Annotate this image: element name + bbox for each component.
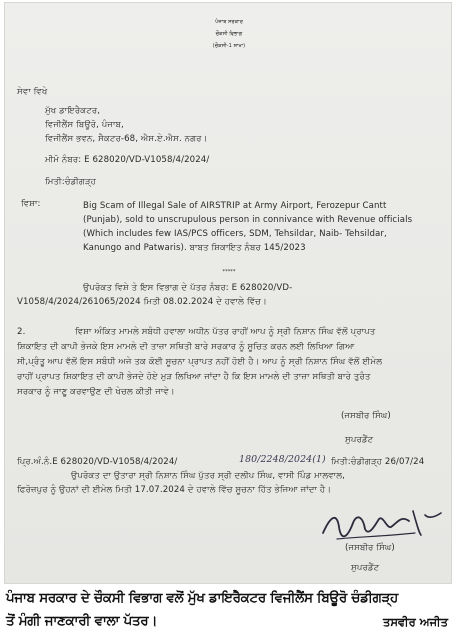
memo-date: ਮਿਤੀ:ਚੰਡੀਗੜ੍ਹ bbox=[45, 177, 97, 187]
subject-line: (Punjab), sold to unscrupulous person in connivance with Revenue officials bbox=[83, 215, 413, 225]
reference-line: V1058/4/2024/261065/2024 ਮਿਤੀ 08.02.2024 ਦੇ ਹਵਾਲੇ ਵਿੱਚ। bbox=[17, 297, 267, 307]
recipient-line3: ਵਿਜੀਲੈਂਸ ਭਵਨ, ਸੈਕਟਰ-68, ਐਸ.ਏ.ਐਸ. ਨਗਰ। bbox=[45, 134, 208, 144]
subject-line: (Which includes few IAS/PCS officers, SDM, Tehsildar, Naib- Tehsildar, bbox=[83, 229, 387, 239]
memo-number: ਮੀਮੋ ਨੰਬਰ: E 628020/VD-V1058/4/2024/ bbox=[45, 155, 210, 165]
letter-header-line1: ਪੰਜਾਬ ਸਰਕਾਰ bbox=[215, 19, 243, 25]
subject-label: ਵਿਸ਼ਾ: bbox=[21, 199, 41, 209]
signatory-title: ਸੁਪਰਡੈਂਟ bbox=[345, 435, 374, 445]
body-line: ਸੀ,ਪ੍ਰੰਤੂ ਆਪ ਵੱਲੋਂ ਇਸ ਸਬੰਧੀ ਅਜੇ ਤਕ ਕੋਈ ਸੂਚਨਾ ਪ੍ਰਾਪਤ ਨਹੀਂ ਹੋਈ ਹੈ। ਆਪ ਨੂੰ ਸ੍ਰੀ ਨਿਸ਼ਾਨ ਸਿੰਘ ਵੱਲੋਂ ਈਮੇਲ bbox=[17, 357, 383, 367]
subject-line: Kanungo and Patwaris). ਬਾਬਤ ਸ਼ਿਕਾਇਤ ਨੰਬਰ 145/2023 bbox=[83, 243, 306, 253]
subject-line: Big Scam of Illegal Sale of AIRSTRIP at Army Airport, Ferozepur Cantt bbox=[83, 201, 387, 211]
body-line: ਰਾਹੀਂ ਪ੍ਰਾਪਤ ਸ਼ਿਕਾਇਤ ਦੀ ਕਾਪੀ ਭੇਜਦੇ ਹੋਏ ਮੁੜ ਲਿਖਿਆ ਜਾਂਦਾ ਹੈ ਕਿ ਇਸ ਮਾਮਲੇ ਦੀ ਤਾਜ਼ਾ ਸਥਿਤੀ ਬਾਰੇ ਤੁਰੰਤ bbox=[17, 372, 371, 382]
paragraph-number: 2. bbox=[17, 327, 26, 337]
handwritten-dispatch-number: 180/2248/2024(1) bbox=[239, 454, 326, 465]
signatory-name: (ਜਸਬੀਰ ਸਿੰਘ) bbox=[341, 411, 391, 421]
caption-line2: ਤੋਂ ਮੰਗੀ ਜਾਣਕਾਰੀ ਵਾਲਾ ਪੱਤਰ। bbox=[6, 614, 158, 629]
copy-line: ਉਪਰੋਕਤ ਦਾ ਉਤਾਰਾ ਸ੍ਰੀ ਨਿਸ਼ਾਨ ਸਿੰਘ ਪੁੱਤਰ ਸ੍ਰੀ ਦਲੀਪ ਸਿੰਘ, ਵਾਸੀ ਪਿੰਡ ਮਾਲਵਾਲ, bbox=[71, 471, 345, 481]
recipient-line2: ਵਿਜੀਲੈਂਸ ਬਿਊਰੋ, ਪੰਜਾਬ, bbox=[45, 120, 124, 130]
letter-header-line3: (ਚੌਕਸੀ-1 ਸ਼ਾਖਾ) bbox=[212, 43, 246, 49]
caption-line1: ਪੰਜਾਬ ਸਰਕਾਰ ਦੇ ਚੌਕਸੀ ਵਿਭਾਗ ਵਲੋਂ ਮੁੱਖ ਡਾਇਰੈਕਟਰ ਵਿਜੀਲੈਂਸ ਬਿਊਰੋ ਚੰਡੀਗੜ੍ਹ bbox=[6, 591, 399, 606]
photo-credit: ਤਸਵੀਰ ਅਜੀਤ bbox=[382, 615, 448, 629]
endorsement-number: ਪ੍ਰਿ.ਅੰ.ਨੰ.E 628020/VD-V1058/4/2024/ bbox=[17, 457, 178, 467]
letter-header-line2: ਚੌਕਸੀ ਵਿਭਾਗ bbox=[215, 31, 243, 37]
copy-line: ਫਿਰੋਜ਼ਪੁਰ ਨੂੰ ਉਹਨਾਂ ਦੀ ਈਮੇਲ ਮਿਤੀ 17.07.2024 ਦੇ ਹਵਾਲੇ ਵਿੱਚ ਸੂਚਨਾ ਹਿੱਤ ਭੇਜਿਆ ਜਾਂਦਾ ਹੈ। bbox=[17, 485, 332, 495]
salutation: ਸੇਵਾ ਵਿਖੇ bbox=[17, 87, 48, 97]
reference-line: ਉਪਰੋਕਤ ਵਿਸ਼ੇ ਤੇ ਇਸ ਵਿਭਾਗ ਦੇ ਪੱਤਰ ਨੰਬਰ: E 628020/VD- bbox=[83, 283, 293, 293]
signatory-title: ਸੁਪਰਡੈਂਟ bbox=[351, 563, 380, 573]
news-caption bbox=[0, 588, 456, 644]
body-line: ਸਰਕਾਰ ਨੂੰ ਜਾਣੂ ਕਰਵਾਉਣ ਦੀ ਖੇਚਲ ਕੀਤੀ ਜਾਵੇ। bbox=[17, 387, 175, 397]
dispatch-date: ਮਿਤੀ:ਚੰਡੀਗੜ੍ਹ 26/07/24 bbox=[331, 457, 425, 467]
recipient-line1: ਮੁੱਖ ਡਾਇਰੈਕਟਰ, bbox=[45, 106, 101, 116]
signatory-name: (ਜਸਬੀਰ ਸਿੰਘ) bbox=[345, 543, 395, 553]
body-line: ਵਿਸ਼ਾ ਅੰਕਿਤ ਮਾਮਲੇ ਸਬੰਧੀ ਹਵਾਲਾ ਅਧੀਨ ਪੱਤਰ ਰਾਹੀਂ ਆਪ ਨੂੰ ਸ੍ਰੀ ਨਿਸ਼ਾਨ ਸਿੰਘ ਵੱਲੋਂ ਪ੍ਰਾਪਤ bbox=[75, 327, 376, 337]
body-line: ਸ਼ਿਕਾਇਤ ਦੀ ਕਾਪੀ ਭੇਜਕੇ ਇਸ ਮਾਮਲੇ ਦੀ ਤਾਜ਼ਾ ਸਥਿਤੀ ਬਾਰੇ ਸਰਕਾਰ ਨੂੰ ਸੂਚਿਤ ਕਰਨ ਲਈ ਲਿਖਿਆ ਗਿਆ bbox=[17, 342, 355, 352]
handwritten-signature bbox=[317, 503, 445, 545]
separator-stars: ***** bbox=[222, 269, 236, 275]
letter-photo bbox=[4, 2, 452, 584]
